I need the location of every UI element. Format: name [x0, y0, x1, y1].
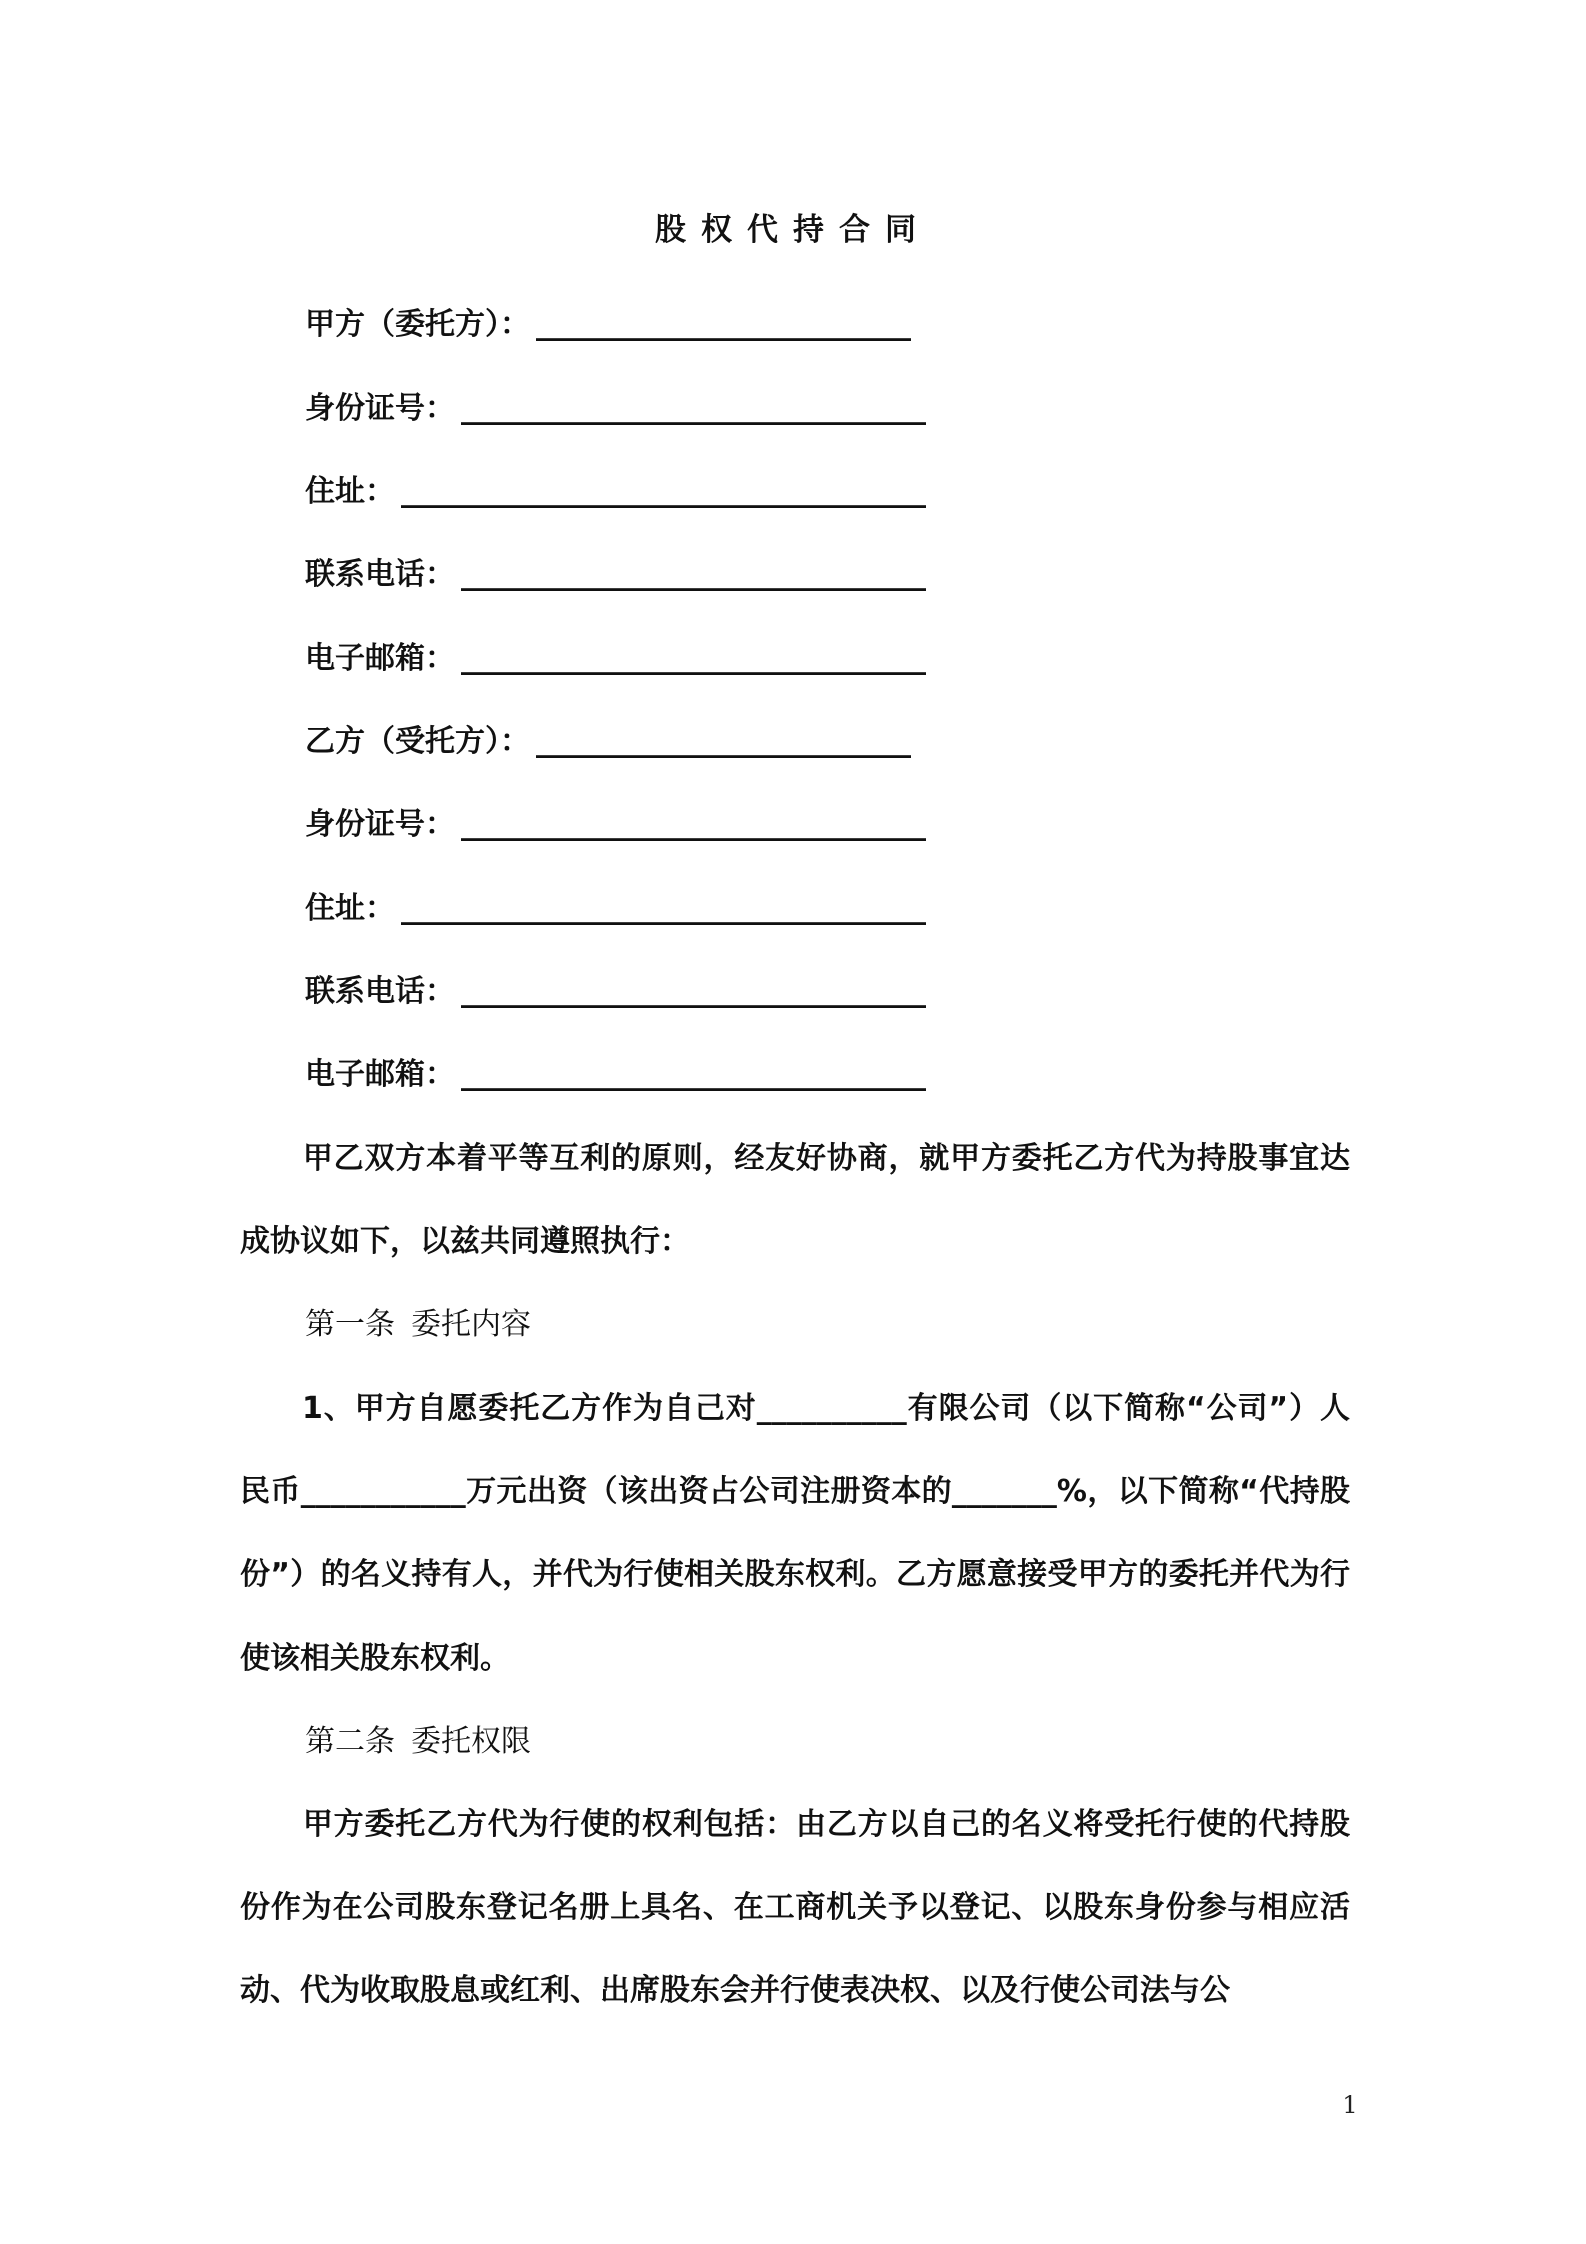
- party-b-blank: _________________________: [536, 724, 911, 759]
- party-a-phone-field: [305, 550, 926, 600]
- party-a-phone-blank: _______________________________: [461, 557, 926, 592]
- article-1-clause-1: [240, 1367, 1350, 1700]
- party-a-email-blank: _______________________________: [461, 641, 926, 676]
- article-1-clause-1-text: 1、甲方自愿委托乙方作为自己对__________有限公司（以下简称“公司”）人民币___________万元出资（该出资占公司注册资本的_______%，以下简称“代持股份”）的名义持有人，并代为行使相关股东权利。乙方愿意接受甲方的委托并代为行使该相关股东权利。: [240, 1391, 1350, 1676]
- party-b-phone-label: 联系电话：: [305, 974, 455, 1009]
- party-a-email-field: [305, 634, 926, 684]
- party-a-blank: _________________________: [536, 307, 911, 342]
- party-b-field: [305, 717, 911, 767]
- party-a-address-blank: ___________________________________: [401, 474, 926, 509]
- party-a-field: [305, 300, 911, 350]
- article-2-text: 甲方委托乙方代为行使的权利包括：由乙方以自己的名义将受托行使的代持股份作为在公司股东登记名册上具名、在工商机关予以登记、以股东身份参与相应活动、代为收取股息或红利、出席股东会并行使表决权、以及行使公司法与公: [240, 1807, 1350, 2009]
- preamble-text: 甲乙双方本着平等互利的原则，经友好协商，就甲方委托乙方代为持股事宜达成协议如下，以兹共同遵照执行：: [240, 1141, 1350, 1260]
- article-2-paragraph: [240, 1783, 1350, 2033]
- party-a-address-field: [305, 467, 926, 517]
- article-2-heading: [305, 1717, 531, 1767]
- party-a-id-label: 身份证号：: [305, 391, 455, 426]
- party-b-address-field: [305, 884, 926, 934]
- article-2-title: 委托权限: [411, 1724, 531, 1759]
- party-b-address-blank: ___________________________________: [401, 891, 926, 926]
- article-1-title: 委托内容: [411, 1307, 531, 1342]
- party-b-label: 乙方（受托方）：: [305, 724, 530, 759]
- party-b-id-field: [305, 800, 926, 850]
- party-a-address-label: 住址：: [305, 474, 395, 509]
- party-b-phone-field: [305, 967, 926, 1017]
- party-b-id-label: 身份证号：: [305, 807, 455, 842]
- party-a-id-field: [305, 384, 926, 434]
- party-b-email-label: 电子邮箱：: [305, 1057, 455, 1092]
- preamble-paragraph: [240, 1117, 1350, 1283]
- article-1-heading: [305, 1300, 531, 1350]
- party-b-email-field: [305, 1050, 926, 1100]
- article-2-number: 第二条: [305, 1724, 395, 1759]
- party-a-email-label: 电子邮箱：: [305, 641, 455, 676]
- article-1-number: 第一条: [305, 1307, 395, 1342]
- party-a-id-blank: _______________________________: [461, 391, 926, 426]
- party-b-phone-blank: _______________________________: [461, 974, 926, 1009]
- party-b-address-label: 住址：: [305, 891, 395, 926]
- party-a-phone-label: 联系电话：: [305, 557, 455, 592]
- party-b-id-blank: _______________________________: [461, 807, 926, 842]
- page-number: 1: [1342, 2091, 1358, 2119]
- party-b-email-blank: _______________________________: [461, 1057, 926, 1092]
- party-a-label: 甲方（委托方）：: [305, 307, 530, 342]
- document-title: 股权代持合同: [655, 212, 931, 248]
